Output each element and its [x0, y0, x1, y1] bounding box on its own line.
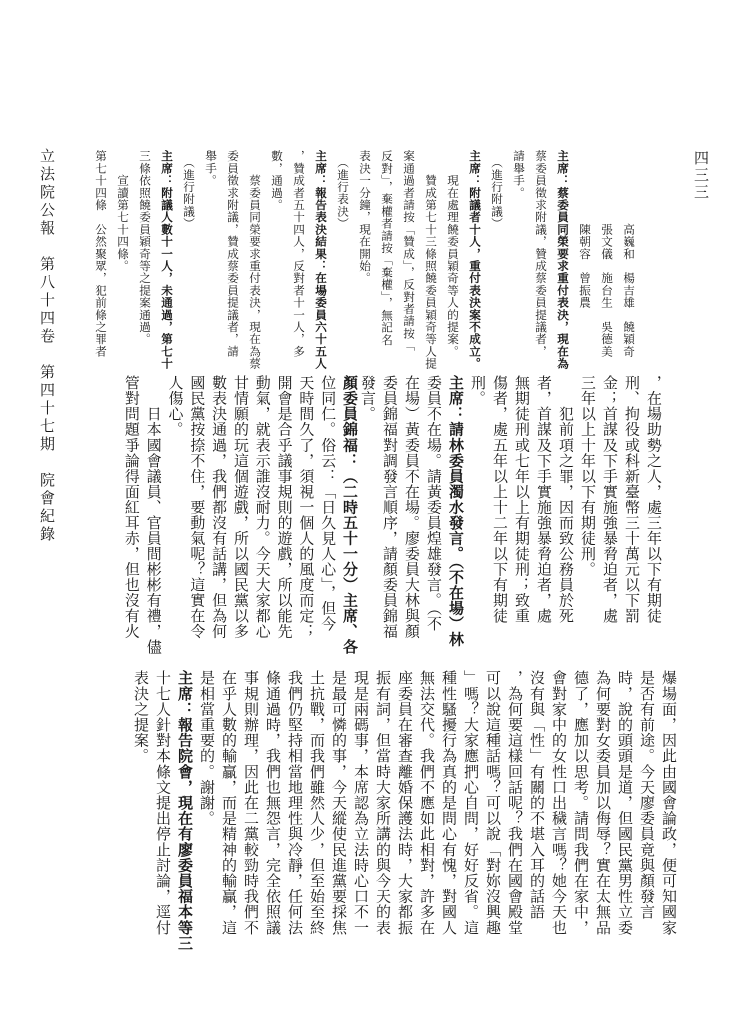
middle-lower-block: [120, 375, 360, 660]
text-line: 金；首謀及下手實施強暴脅迫者，處: [601, 375, 619, 624]
text-line: 在乎人數的輸贏，而是精神的輸贏，這: [220, 670, 238, 936]
text-line: 委員不在場。請黃委員煌雄發言。（不: [425, 375, 443, 632]
text-line: 刑、拘役或科新臺幣三十萬元以下罰: [623, 375, 641, 624]
text-line: 犯前項之罪，因而致公務員於死: [557, 375, 575, 624]
text-line: 刑。: [469, 375, 487, 407]
text-line: 無法交代。我們不應如此相對，許多在: [418, 670, 436, 936]
text-line: 是否有前途。今天廖委員竟與顏發言: [638, 670, 656, 920]
text-line: 沒有與「性」有關的不堪入耳的話語: [528, 670, 546, 920]
text-line: 舉手。: [204, 150, 218, 187]
text-line: （進行附議）: [182, 150, 196, 230]
text-line: 位同仁。俗云：「日久見人心」，但今: [319, 375, 338, 632]
text-line: 土抗戰，而我們雖然人少，但至始至終: [308, 670, 326, 936]
text-line: 第七十四條 公然聚眾，犯前條之罪者: [94, 150, 108, 358]
text-line: 是最可憐的事，今天縱使民進黨要採焦: [330, 670, 348, 936]
text-line: 主席：附議人數十一人，未通過，第七十: [160, 150, 174, 370]
text-line: 表決一分鐘，現在開始。: [358, 150, 372, 285]
text-line: 國民黨按捺不住，要動氣呢？這實在令: [188, 375, 207, 640]
text-line: 十七人針對本條文提出停止討論，逕付: [154, 670, 172, 936]
text-line: 贊成第七十三條照饒委員穎奇等人提: [424, 150, 438, 370]
right-column-block: [120, 670, 680, 970]
text-line: 現在處理饒委員穎奇等人的提案。: [446, 150, 460, 358]
middle-upper-block: [345, 375, 665, 660]
text-line: 時，說的頭頭是道，但國民黨男性立委: [616, 670, 634, 936]
text-line: 種性騷擾行為真的是問心有愧，對國人: [440, 670, 458, 936]
text-line: 管對問題爭論得面紅耳赤，但也沒有火: [122, 375, 141, 640]
text-line: ，贊成者五十四人，反對者十一人，多: [292, 150, 306, 358]
text-line: 是相當重要的。謝謝。: [198, 670, 216, 826]
text-line: 高巍和 楊吉雄 饒穎奇: [622, 150, 636, 358]
text-line: 者，首謀及下手實施強暴脅迫者，處: [535, 375, 553, 624]
text-line: 我們仍堅持相當地理性與冷靜，任何法: [286, 670, 304, 936]
text-line: 三年以上十年以下有期徒刑。: [579, 375, 597, 577]
text-line: 在場）黃委員不在場。廖委員大林與顏: [403, 375, 421, 640]
text-line: 可以說這種話嗎？可以說「對妳沒興趣: [484, 670, 502, 936]
text-line: 甘情願的玩這個遊戲，所以國民黨以多: [231, 375, 250, 640]
text-line: 案通過者請按「贊成」，反對者請按「: [402, 150, 416, 352]
text-line: 傷者，處五年以上十二年以下有期徒: [491, 375, 509, 624]
text-line: 為何要對女委員加以侮辱？實在太無品: [594, 670, 612, 936]
text-line: 座委員在審查離婚保護法時，大家都振: [396, 670, 414, 936]
text-line: 張文儀 施台生 吳德美: [600, 150, 614, 358]
text-line: 動氣，就表示誰沒耐力。今天大家都心: [253, 375, 272, 640]
text-line: 委員徵求附議，贊成蔡委員提議者，請: [226, 150, 240, 358]
text-line: 人傷心。: [166, 375, 185, 438]
text-line: 蔡委員同榮要求重付表決，現在為蔡: [248, 150, 262, 370]
text-line: 爆場面，因此由國會論政，便可知國家: [660, 670, 678, 936]
text-line: 主席：附議者十人，重付表決案不成立。: [468, 150, 482, 370]
text-line: 數，通過。: [270, 150, 284, 211]
text-line: （進行表決）: [336, 150, 350, 230]
text-line: 主席：請林委員濁水發言。（不在場）林: [447, 375, 465, 648]
text-line: 條通過時，我們也無怨言，完全依照議: [264, 670, 282, 936]
text-line: 請舉手。: [512, 150, 526, 199]
text-line: 振有詞，但當時大家所講的與今天的表: [374, 670, 392, 936]
text-line: 發言。: [359, 375, 377, 422]
text-line: 德了，應加以思考。請問我們在家中，: [572, 670, 590, 936]
text-line: 開會是合乎議事規則的遊戲，所以能先: [275, 375, 294, 640]
text-line: 」嗎？大家應捫心自問，好好反省。這: [462, 670, 480, 936]
text-line: 反對」，棄權者請按「棄權」，無記名: [380, 150, 394, 346]
text-line: 主席：報告表決結果：在場委員六十五人: [314, 150, 328, 370]
text-line: 現是兩碼事，本席認為立法時心口不一: [352, 670, 370, 936]
text-line: 委員錦福對調發言順序，請顏委員錦福: [381, 375, 399, 640]
text-line: ，為何要這樣回話呢？我們在國會殿堂: [506, 670, 524, 936]
text-line: （進行附議）: [490, 150, 504, 230]
left-column-block: [80, 150, 640, 375]
text-line: 數表決通過，我們都沒有話講，但為何: [210, 375, 229, 640]
text-line: 宣讀第七十四條。: [116, 150, 130, 272]
text-line: ，在場助勢之人，處三年以下有期徒: [645, 375, 663, 624]
text-line: 三條依照饒委員穎奇等之提案通過。: [138, 150, 152, 346]
text-line: 天時間久了，須視一個人的風度而定；: [297, 375, 316, 640]
text-line: 顏委員錦福：（二時五十一分）主席、各: [341, 375, 359, 655]
text-line: 蔡委員徵求附議，贊成蔡委員提議者，: [534, 150, 548, 358]
text-line: 事規則辦理，因此在二黨較勁時我們不: [242, 670, 260, 936]
text-line: 會對家中的女性口出穢言嗎？她今天也: [550, 670, 568, 936]
text-line: 陳朝容 曾振農: [578, 150, 592, 309]
running-title: 立法院公報 第八十四卷 第四十七期 院會紀錄: [38, 148, 56, 544]
text-line: 日本國會議員、官員間彬彬有禮，儘: [144, 375, 163, 655]
text-line: 表決之提案。: [132, 670, 150, 764]
text-line: 主席：蔡委員同榮要求重付表決，現在為: [556, 150, 570, 370]
page-number: 四三三: [692, 150, 710, 201]
text-line: 無期徒刑或七年以上有期徒刑；致重: [513, 375, 531, 624]
text-line: 主席：報告院會，現在有廖委員福本等三: [176, 670, 194, 951]
